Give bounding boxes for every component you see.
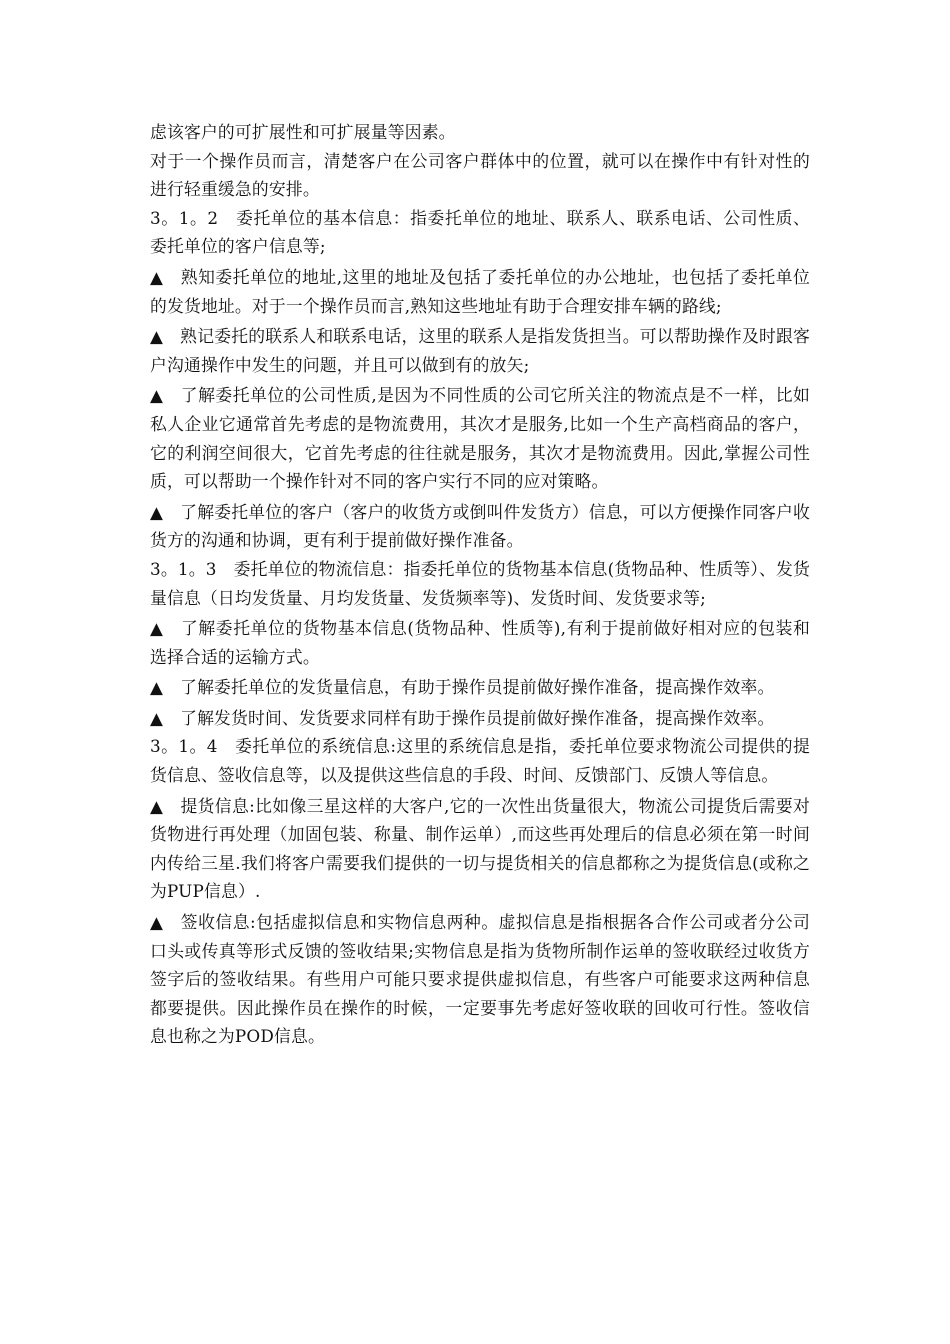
document-page — [150, 118, 810, 1051]
section-heading-3-1-3: 3。1。3 委托单位的物流信息：指委托单位的货物基本信息(货物品种、性质等）、发货量信息（日均发货量、月均发货量、发货频率等)、发货时间、发货要求等; — [150, 558, 810, 608]
bullet-paragraph: ▲ 了解发货时间、发货要求同样有助于操作员提前做好操作准备，提高操作效率。 — [150, 707, 775, 728]
bullet-paragraph: ▲ 签收信息:包括虚拟信息和实物信息两种。虚拟信息是指根据各合作公司或者分公司口头或传真等形式反馈的签收结果;实物信息是指为货物所制作运单的签收联经过收货方签字后的签收结果。有些用户可能只要求提供虚拟信息，有些客户可能要求这两种信息都要提供。因此操作员在操作的时候，一定要事先考虑好签收联的回收可行性。签收信息也称之为POD信息。 — [150, 912, 810, 1047]
bullet-paragraph: ▲ 熟记委托的联系人和联系电话，这里的联系人是指发货担当。可以帮助操作及时跟客户沟通操作中发生的问题，并且可以做到有的放矢; — [150, 326, 810, 375]
paragraph-1: 虑该客户的可扩展性和可扩展量等因素。 — [150, 122, 456, 142]
bullet-paragraph: ▲ 提货信息:比如像三星这样的大客户,它的一次性出货量很大，物流公司提货后需要对货物进行再处理（加固包装、称量、制作运单）,而这些再处理后的信息必须在第一时间内传给三星.我们将客户需要我们提供的一切与提货相关的信息都称之为提货信息(或称之为PUP信息）. — [150, 795, 810, 902]
bullet-paragraph: ▲ 熟知委托单位的地址,这里的地址及包括了委托单位的办公地址，也包括了委托单位的发货地址。对于一个操作员而言,熟知这些地址有助于合理安排车辆的路线; — [150, 266, 810, 316]
bullet-paragraph: ▲ 了解委托单位的客户（客户的收货方或倒叫件发货方）信息，可以方便操作同客户收货方的沟通和协调，更有利于提前做好操作准备。 — [150, 501, 810, 551]
bullet-paragraph: ▲ 了解委托单位的公司性质,是因为不同性质的公司它所关注的物流点是不一样，比如私人企业它通常首先考虑的是物流费用，其次才是服务,比如一个生产高档商品的客户，它的利润空间很大，它首先考虑的往往就是服务，其次才是物流费用。因此,掌握公司性质，可以帮助一个操作针对不同的客户实行不同的应对策略。 — [150, 385, 810, 492]
paragraph-2: 对于一个操作员而言，清楚客户在公司客户群体中的位置，就可以在操作中有针对性的进行轻重缓急的安排。 — [150, 150, 810, 200]
bullet-paragraph: ▲ 了解委托单位的货物基本信息(货物品种、性质等),有利于提前做好相对应的包装和选择合适的运输方式。 — [150, 618, 810, 667]
section-heading-3-1-2: 3。1。2 委托单位的基本信息：指委托单位的地址、联系人、联系电话、公司性质、委托单位的客户信息等; — [150, 207, 810, 257]
section-heading-3-1-4: 3。1。4 委托单位的系统信息:这里的系统信息是指，委托单位要求物流公司提供的提货信息、签收信息等，以及提供这些信息的手段、时间、反馈部门、反馈人等信息。 — [150, 736, 810, 786]
bullet-paragraph: ▲ 了解委托单位的发货量信息，有助于操作员提前做好操作准备，提高操作效率。 — [150, 677, 775, 698]
